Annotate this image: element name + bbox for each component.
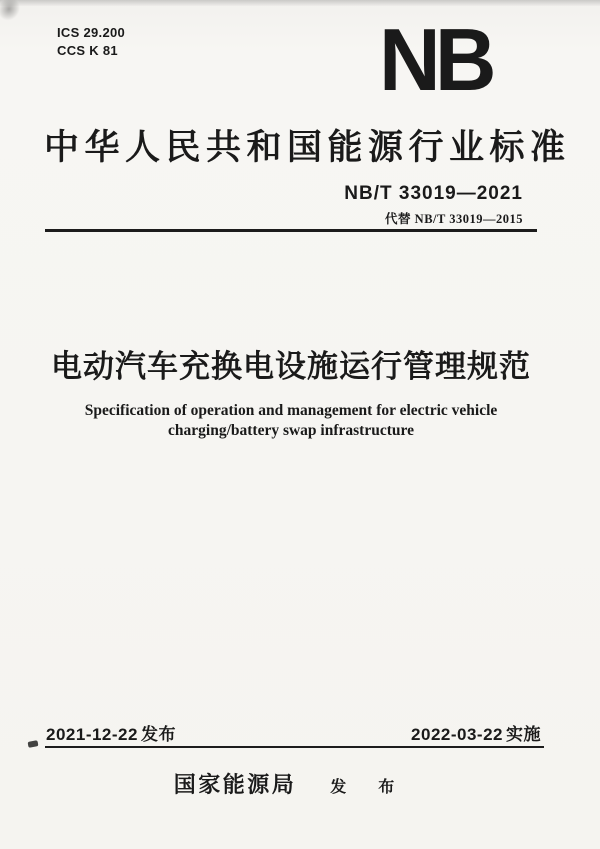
document-title-english-line1: Specification of operation and management for electric vehicle [84, 402, 498, 419]
implementation-date-value: 2022-03-22 [411, 725, 503, 744]
issuing-authority: 国家能源局 [173, 772, 297, 797]
release-date [46, 720, 176, 745]
footer-divider-rule [45, 746, 544, 748]
document-title-chinese: 电动汽车充换电设施运行管理规范 [51, 349, 531, 384]
dates-row [46, 720, 541, 745]
scan-edge-artifact [0, 0, 600, 6]
document-title-english-line2: charging/battery swap infrastructure [168, 421, 414, 439]
release-date-value: 2021-12-22 [46, 725, 138, 744]
scan-smudge-artifact [0, 0, 31, 32]
superseded-standard-code: 代替 NB/T 33019—2015 [385, 212, 523, 226]
header-divider-rule [45, 229, 537, 232]
scan-tick-artifact [28, 740, 39, 748]
implementation-date [411, 720, 541, 745]
standard-code: NB/T 33019—2021 [344, 183, 523, 204]
ccs-code: CCS K 81 [57, 43, 118, 58]
implementation-date-label: 实施 [506, 725, 541, 744]
classification-codes [57, 24, 125, 60]
standard-category-title: 中华人民共和国能源行业标准 [44, 128, 571, 167]
release-date-label: 发布 [140, 725, 176, 744]
publisher-row [45, 768, 537, 799]
nb-logo: NB [379, 10, 491, 109]
document-title-english [45, 401, 537, 440]
ics-code: ICS 29.200 [57, 25, 126, 40]
issue-action-label: 发 布 [330, 779, 409, 796]
standard-code-block [344, 183, 523, 227]
